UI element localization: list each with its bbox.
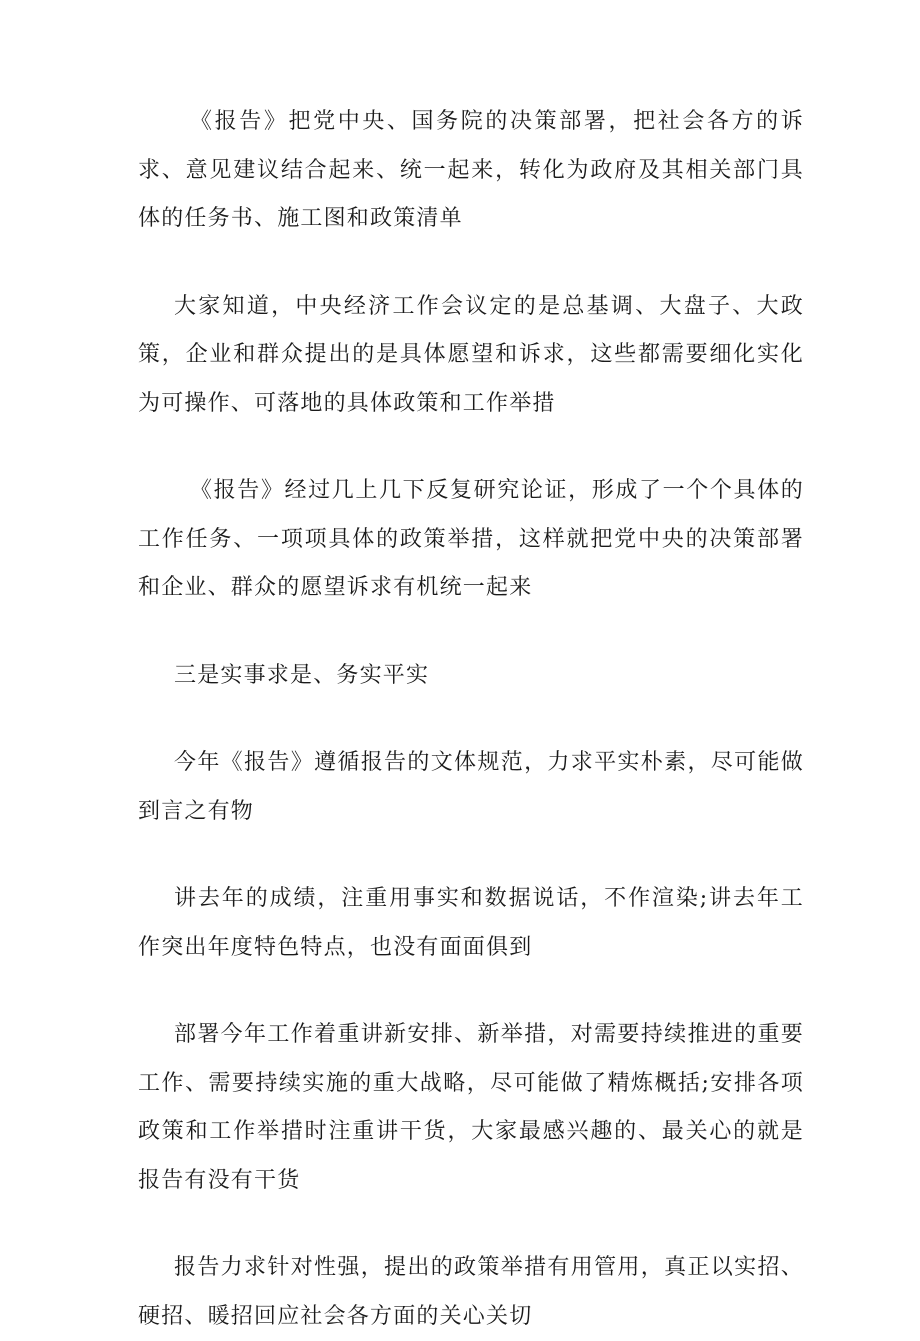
paragraph-6: 讲去年的成绩，注重用事实和数据说话，不作渲染;讲去年工作突出年度特色特点，也没有面面俱到: [138, 886, 804, 960]
paragraph-8: 报告力求针对性强，提出的政策举措有用管用，真正以实招、硬招、暖招回应社会各方面的关心关切: [138, 1255, 804, 1329]
paragraph-2: 大家知道，中央经济工作会议定的是总基调、大盘子、大政策，企业和群众提出的是具体愿望和诉求，这些都需要细化实化为可操作、可落地的具体政策和工作举措: [138, 293, 804, 416]
paragraph-7: 部署今年工作着重讲新安排、新举措，对需要持续推进的重要工作、需要持续实施的重大战略，尽可能做了精炼概括;安排各项政策和工作举措时注重讲干货，大家最感兴趣的、最关心的就是报告有没有干货: [138, 1022, 804, 1193]
paragraph-3: 《报告》经过几上几下反复研究论证，形成了一个个具体的工作任务、一项项具体的政策举措，这样就把党中央的决策部署和企业、群众的愿望诉求有机统一起来: [138, 478, 804, 600]
paragraph-1: 《报告》把党中央、国务院的决策部署，把社会各方的诉求、意见建议结合起来、统一起来，转化为政府及其相关部门具体的任务书、施工图和政策清单: [138, 109, 804, 231]
section-heading: 三是实事求是、务实平实: [174, 662, 430, 688]
paragraph-5: 今年《报告》遵循报告的文体规范，力求平实朴素，尽可能做到言之有物: [138, 750, 804, 824]
